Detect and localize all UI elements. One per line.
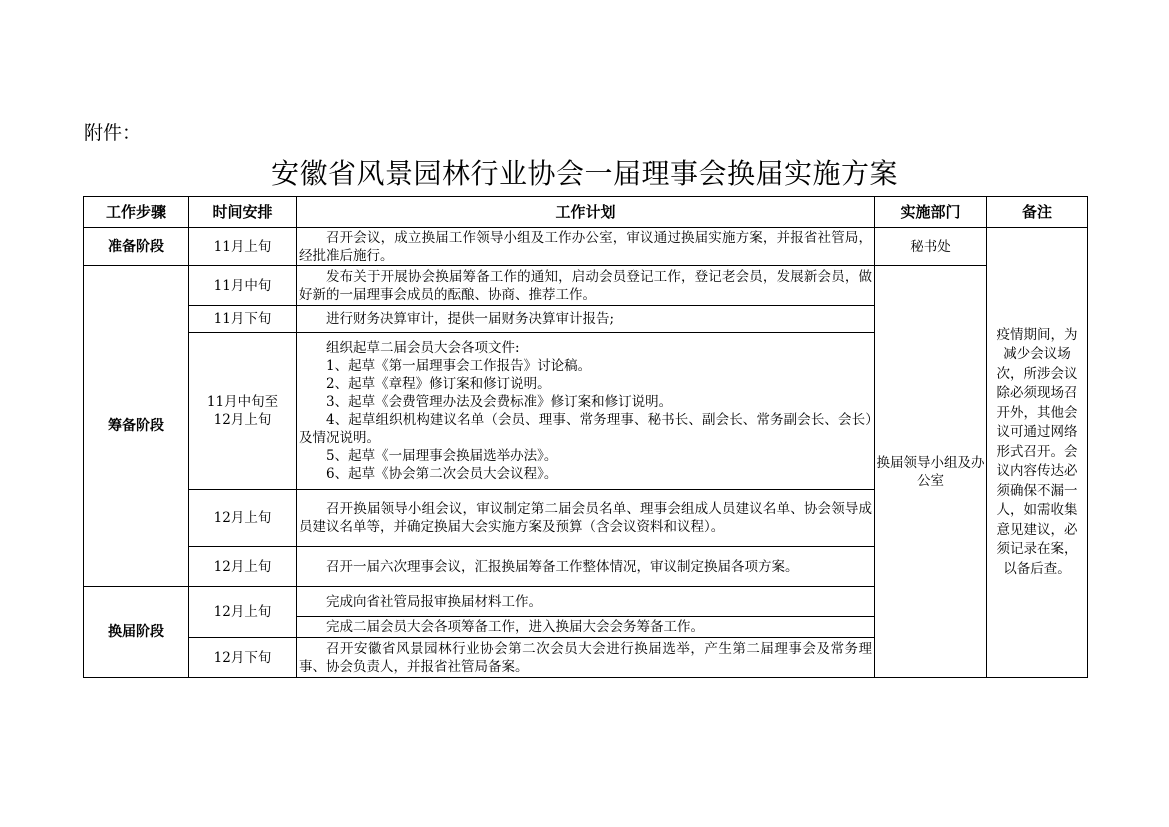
table-row	[84, 228, 1088, 266]
header-dept: 实施部门	[875, 197, 987, 228]
stage-planning: 筹备阶段	[84, 266, 189, 587]
plan-line: 4、起草组织机构建议名单（会员、理事、常务理事、秘书长、副会长、常务副会长、会长）及情况说明。	[299, 412, 872, 446]
time-cell: 11月上旬	[189, 228, 297, 266]
note-cell: 疫情期间，为减少会议场次，所涉会议除必须现场召开外，其他会议可通过网络形式召开。会议内容传达必须确保不漏一人，如需收集意见建议，必须记录在案，以备后查。	[987, 228, 1088, 678]
plan-line: 3、起草《会费管理办法及会费标准》修订案和修订说明。	[326, 394, 673, 410]
table-row	[84, 266, 1088, 306]
table-header-row	[84, 197, 1088, 228]
plan-table	[83, 196, 1088, 678]
time-cell: 11月下旬	[189, 306, 297, 333]
time-line: 11月中旬至	[206, 394, 279, 410]
plan-cell	[297, 490, 875, 547]
time-cell: 12月上旬	[189, 490, 297, 547]
time-cell: 11月中旬	[189, 266, 297, 306]
plan-line: 5、起草《一届理事会换届选举办法》。	[326, 448, 558, 464]
stage-election: 换届阶段	[84, 587, 189, 678]
page-title: 安徽省风景园林行业协会一届理事会换届实施方案	[270, 157, 898, 190]
header-note: 备注	[987, 197, 1088, 228]
plan-cell	[297, 638, 875, 678]
plan-text: 召开安徽省风景园林行业协会第二次会员大会进行换届选举，产生第二届理事会及常务理事、协会负责人，并报省社管局备案。	[299, 640, 872, 675]
plan-text: 发布关于开展协会换届筹备工作的通知，启动会员登记工作，登记老会员，发展新会员，做好新的一届理事会成员的酝酿、协商、推荐工作。	[299, 268, 872, 303]
attachment-label: 附件：	[84, 122, 142, 144]
time-cell: 12月下旬	[189, 638, 297, 678]
plan-line: 2、起草《章程》修订案和修订说明。	[326, 376, 551, 392]
time-cell	[189, 333, 297, 490]
plan-text: 召开一届六次理事会议，汇报换届筹备工作整体情况，审议制定换届各项方案。	[326, 558, 799, 575]
plan-text: 进行财务决算审计，提供一届财务决算审计报告;	[326, 311, 615, 327]
dept-secretariat: 秘书处	[875, 228, 987, 266]
plan-cell	[297, 587, 875, 617]
plan-cell	[297, 228, 875, 266]
time-cell: 12月上旬	[189, 587, 297, 638]
plan-text: 完成二届会员大会各项筹备工作，进入换届大会会务筹备工作。	[326, 619, 704, 635]
plan-line: 组织起草二届会员大会各项文件:	[326, 340, 520, 356]
plan-text: 完成向省社管局报审换届材料工作。	[326, 593, 542, 610]
time-cell: 12月上旬	[189, 547, 297, 587]
plan-cell	[297, 547, 875, 587]
plan-line: 6、起草《协会第二次会员大会议程》。	[326, 466, 558, 482]
plan-cell	[297, 333, 875, 490]
dept-leading-group: 换届领导小组及办公室	[875, 266, 987, 678]
plan-cell	[297, 306, 875, 333]
plan-text: 召开会议，成立换届工作领导小组及工作办公室，审议通过换届实施方案，并报省社管局，经批准后施行。	[299, 229, 872, 264]
plan-line: 1、起草《第一届理事会工作报告》讨论稿。	[326, 358, 592, 374]
header-time: 时间安排	[189, 197, 297, 228]
plan-text: 召开换届领导小组会议，审议制定第二届会员名单、理事会组成人员建议名单、协会领导成员建议名单等，并确定换届大会实施方案及预算（含会议资料和议程）。	[299, 501, 872, 535]
plan-cell	[297, 617, 875, 638]
time-line: 12月上旬	[213, 412, 272, 428]
plan-cell	[297, 266, 875, 306]
header-step: 工作步骤	[84, 197, 189, 228]
stage-prep: 准备阶段	[84, 228, 189, 266]
header-plan: 工作计划	[297, 197, 875, 228]
